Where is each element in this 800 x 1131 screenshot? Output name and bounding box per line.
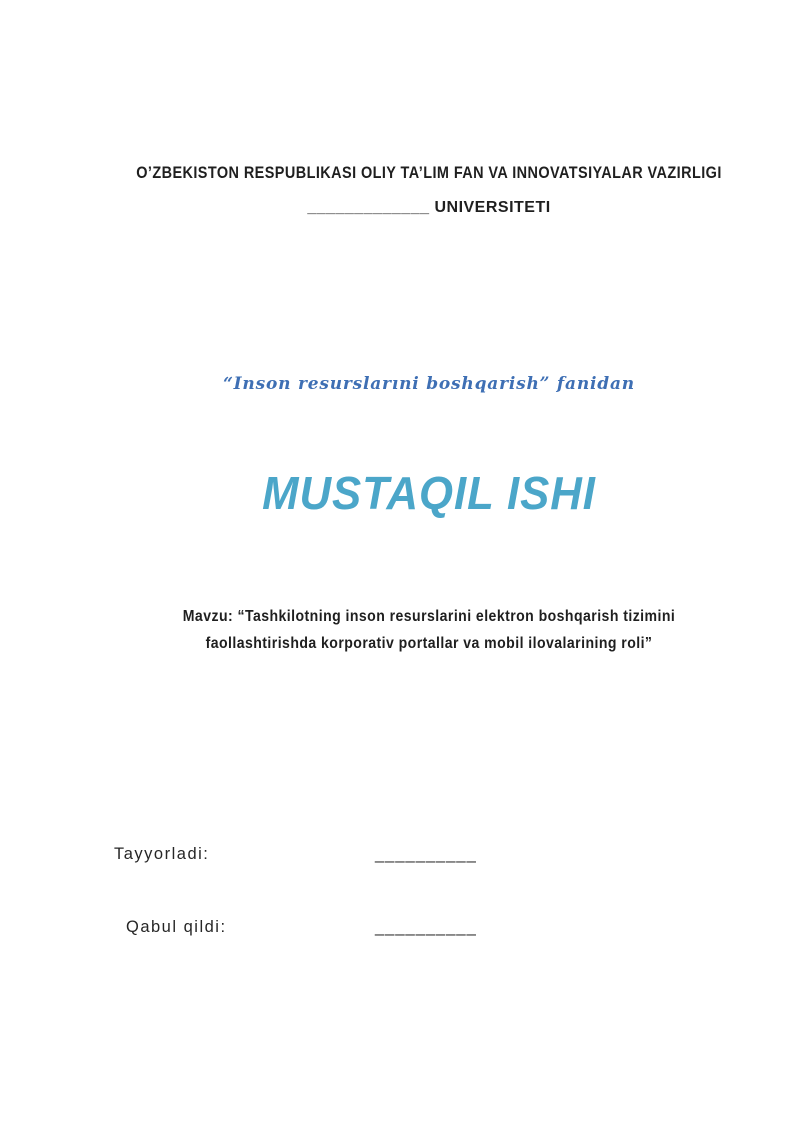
- accepted-row: [0, 918, 800, 942]
- prepared-label: Tayyorladi:: [114, 845, 210, 863]
- prepared-row: [0, 845, 800, 869]
- university-blank-line: _____________: [307, 199, 430, 216]
- topic-line-1: Mavzu: “Tashkilotning inson resurslarini elektron boshqarish tizimini: [182, 608, 676, 625]
- prepared-blank-line: __________: [375, 845, 477, 863]
- topic-paragraph: [103, 603, 756, 657]
- course-subject-line: “Inson resurslarıni boshqarish” fanidan: [223, 374, 635, 394]
- main-title: MUSTAQIL ISHI: [262, 467, 596, 519]
- university-label: UNIVERSITETI: [434, 199, 551, 216]
- accepted-blank-line: __________: [375, 918, 477, 936]
- topic-line-2: faollashtirishda korporativ portallar va mobil ilovalarining roli”: [205, 635, 653, 652]
- university-line: [58, 199, 800, 217]
- accepted-label: Qabul qildi:: [126, 918, 227, 936]
- ministry-title: O’ZBEKISTON RESPUBLIKASI OLIY TA’LIM FAN VA INNOVATSIYALAR VAZIRLIGI: [136, 163, 722, 182]
